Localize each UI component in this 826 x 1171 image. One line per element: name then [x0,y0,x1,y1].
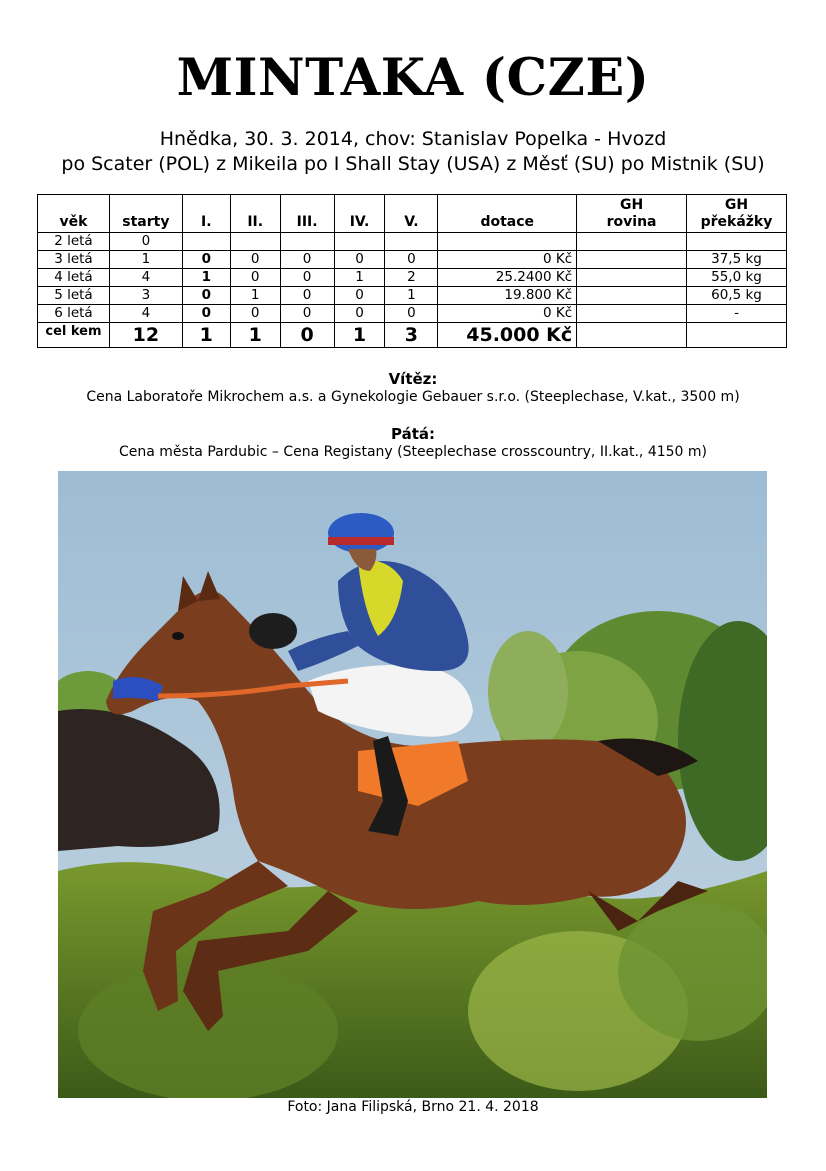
third-cell: 0 [280,251,334,269]
table-row [38,233,787,251]
age-cell: 4 letá [38,269,110,287]
gh-flat-cell [577,233,687,251]
col-header-gh-jump [687,195,787,233]
first-cell: 0 [182,287,230,305]
total-prize-cell: 45.000 Kč [438,323,577,348]
gh-jump-cell: 55,0 kg [687,269,787,287]
starts-cell: 3 [109,287,182,305]
col-header-third: III. [280,195,334,233]
second-jockey-helmet [249,613,297,649]
total-third-cell: 0 [280,323,334,348]
total-starts-cell: 12 [109,323,182,348]
prize-cell: 0 Kč [438,305,577,323]
col-header-gh-flat [577,195,687,233]
gh-jump-cell: 37,5 kg [687,251,787,269]
second-cell: 0 [230,269,280,287]
col-header-age: věk [38,195,110,233]
gh-jump-cell: 60,5 kg [687,287,787,305]
fifth-cell: 2 [385,269,438,287]
fourth-cell: 0 [334,305,385,323]
horse-name-title: MINTAKA (CZE) [176,48,650,108]
winner-race-text: Cena Laboratoře Mikrochem a.s. a Gynekologie Gebauer s.r.o. (Steeplechase, V.kat., 3500 m) [86,389,740,405]
gh-label: GH [724,197,749,213]
fifth-cell [385,233,438,251]
fourth-cell [334,233,385,251]
total-gh-flat-cell [577,323,687,348]
total-fifth-cell: 3 [385,323,438,348]
fourth-cell: 0 [334,287,385,305]
prize-cell: 19.800 Kč [438,287,577,305]
first-cell: 0 [182,251,230,269]
total-gh-jump-cell [687,323,787,348]
prize-cell [438,233,577,251]
gh-jump-cell [687,233,787,251]
second-cell: 0 [230,251,280,269]
table-row [38,287,787,305]
fifth-cell: 0 [385,305,438,323]
second-cell: 1 [230,287,280,305]
starts-cell: 0 [109,233,182,251]
third-cell [280,233,334,251]
table-row [38,269,787,287]
age-cell: 2 letá [38,233,110,251]
fifth-cell: 0 [385,251,438,269]
career-stats-table [37,194,787,348]
first-cell: 1 [182,269,230,287]
gh-jump-label: překážky [700,214,773,230]
fifth-race-text: Cena města Pardubic – Cena Registany (Steeplechase crosscountry, II.kat., 4150 m) [118,444,707,460]
total-fourth-cell: 1 [334,323,385,348]
starts-cell: 4 [109,269,182,287]
first-cell: 0 [182,305,230,323]
age-cell: 3 letá [38,251,110,269]
col-header-second: II. [230,195,280,233]
fourth-cell: 0 [334,251,385,269]
steeplechase-photo-illustration [58,471,767,1098]
fifth-cell: 1 [385,287,438,305]
gh-jump-cell: - [687,305,787,323]
gh-flat-label: rovina [606,214,657,230]
fourth-cell: 1 [334,269,385,287]
col-header-starts: starty [109,195,182,233]
prize-cell: 0 Kč [438,251,577,269]
race-photo [58,471,767,1098]
gh-flat-cell [577,287,687,305]
col-header-fourth: IV. [334,195,385,233]
third-cell: 0 [280,269,334,287]
total-first-cell: 1 [182,323,230,348]
total-second-cell: 1 [230,323,280,348]
second-cell [230,233,280,251]
winner-heading: Vítěz: [388,370,438,388]
third-cell: 0 [280,287,334,305]
col-header-fifth: V. [385,195,438,233]
total-label-cell: cel kem [38,323,110,348]
table-row [38,251,787,269]
gh-flat-cell [577,269,687,287]
gh-label: GH [619,197,644,213]
first-cell [182,233,230,251]
fifth-heading: Pátá: [390,425,435,443]
birth-breeder-line: Hnědka, 30. 3. 2014, chov: Stanislav Popelka - Hvozd [159,128,667,150]
table-header-row [38,195,787,233]
age-cell: 6 letá [38,305,110,323]
prize-cell: 25.2400 Kč [438,269,577,287]
starts-cell: 4 [109,305,182,323]
second-cell: 0 [230,305,280,323]
pedigree-line: po Scater (POL) z Mikeila po I Shall Stay (USA) z Měsť (SU) po Mistnik (SU) [61,153,765,175]
table-total-row [38,323,787,348]
photo-caption: Foto: Jana Filipská, Brno 21. 4. 2018 [287,1099,539,1115]
age-cell: 5 letá [38,287,110,305]
table-row [38,305,787,323]
col-header-prize: dotace [438,195,577,233]
col-header-first: I. [182,195,230,233]
gh-flat-cell [577,251,687,269]
starts-cell: 1 [109,251,182,269]
third-cell: 0 [280,305,334,323]
gh-flat-cell [577,305,687,323]
